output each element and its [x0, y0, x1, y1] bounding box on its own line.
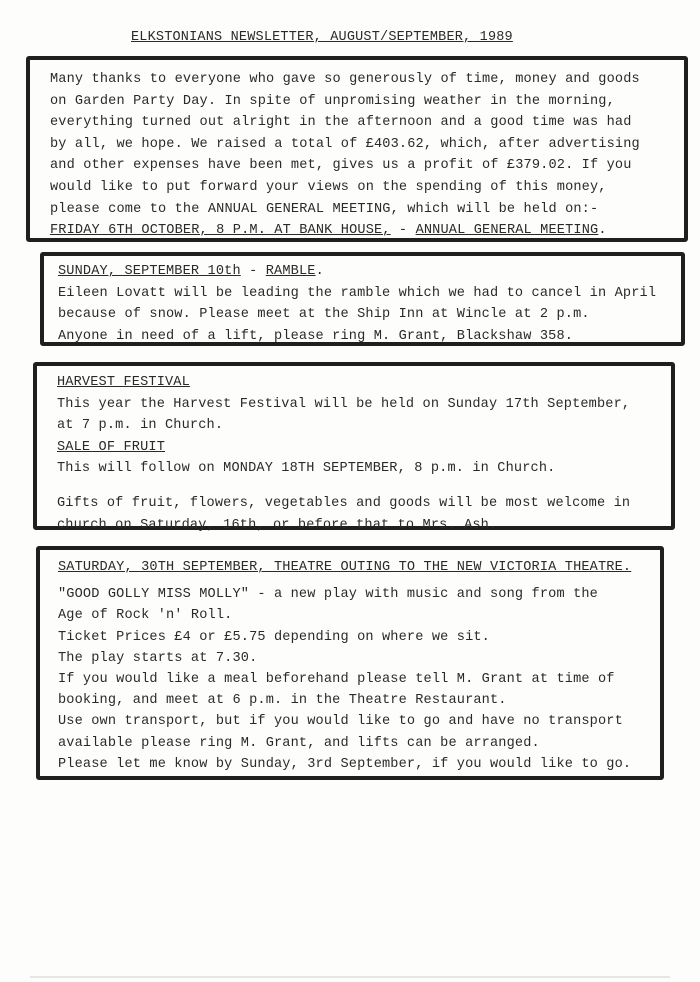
body-line: available please ring M. Grant, and lifts can be arranged.	[58, 735, 540, 751]
garden-party-notice	[26, 56, 688, 242]
body-line: Use own transport, but if you would like to go and have no transport	[58, 714, 623, 730]
agm-end: .	[598, 223, 607, 239]
ramble-notice	[40, 252, 685, 346]
paragraph-gap	[57, 480, 671, 493]
theatre-outing-notice	[36, 546, 664, 780]
body-line: by all, we hope. We raised a total of £403.62, which, after advertising	[50, 136, 640, 152]
body-line: everything turned out alright in the afternoon and a good time was had	[50, 115, 632, 131]
agm-place: FRIDAY 6TH OCTOBER, 8 P.M. AT BANK HOUSE,	[50, 223, 391, 239]
body-line: please come to the ANNUAL GENERAL MEETING, which will be held on:-	[50, 201, 599, 217]
body-line: Please let me know by Sunday, 3rd September, if you would like to go.	[58, 756, 632, 772]
ramble-end: .	[315, 264, 324, 279]
body-line: This year the Harvest Festival will be held on Sunday 17th September,	[57, 396, 631, 412]
ramble-date: SUNDAY, SEPTEMBER 10th	[58, 264, 241, 279]
ramble-event: RAMBLE	[265, 264, 316, 279]
body-line: church on Saturday, 16th, or before that to Mrs. Ash.	[57, 517, 498, 533]
body-line: Ticket Prices £4 or £5.75 depending on where we sit.	[58, 629, 490, 645]
body-line: Anyone in need of a lift, please ring M. Grant, Blackshaw 358.	[58, 328, 574, 344]
body-line: Eileen Lovatt will be leading the ramble which we had to cancel in April	[58, 285, 657, 301]
agm-line	[50, 220, 684, 242]
sale-heading: SALE OF FRUIT	[57, 439, 165, 455]
body-line: and other expenses have been met, gives us a profit of £379.02. If you	[50, 158, 632, 174]
body-line: This will follow on MONDAY 18TH SEPTEMBER, 8 p.m. in Church.	[57, 461, 556, 477]
body-line: Age of Rock 'n' Roll.	[58, 608, 233, 624]
body-line: Many thanks to everyone who gave so generously of time, money and goods	[50, 72, 640, 87]
body-line: If you would like a meal beforehand please tell M. Grant at time of	[58, 672, 615, 688]
body-line: would like to put forward your views on the spending of this money,	[50, 179, 607, 195]
newsletter-title: ELKSTONIANS NEWSLETTER, AUGUST/SEPTEMBER, 1989	[131, 30, 513, 45]
body-line: Gifts of fruit, flowers, vegetables and goods will be most welcome in	[57, 495, 631, 511]
harvest-heading: HARVEST FESTIVAL	[57, 375, 190, 390]
ramble-heading	[58, 261, 681, 283]
agm-separator: -	[390, 223, 416, 239]
body-line: at 7 p.m. in Church.	[57, 418, 224, 434]
harvest-festival-notice	[33, 362, 675, 533]
body-line: "GOOD GOLLY MISS MOLLY" - a new play with music and song from the	[58, 587, 598, 603]
ramble-separator: -	[240, 264, 266, 279]
body-line: because of snow. Please meet at the Ship Inn at Wincle at 2 p.m.	[58, 307, 590, 323]
body-line: booking, and meet at 6 p.m. in the Theatre Restaurant.	[58, 693, 507, 709]
page-edge-shadow	[30, 976, 670, 978]
body-line: The play starts at 7.30.	[58, 650, 258, 666]
theatre-heading: SATURDAY, 30TH SEPTEMBER, THEATRE OUTING TO THE NEW VICTORIA THEATRE.	[58, 560, 632, 575]
body-line: on Garden Party Day. In spite of unpromising weather in the morning,	[50, 93, 615, 109]
agm-name: ANNUAL GENERAL MEETING	[415, 223, 599, 239]
